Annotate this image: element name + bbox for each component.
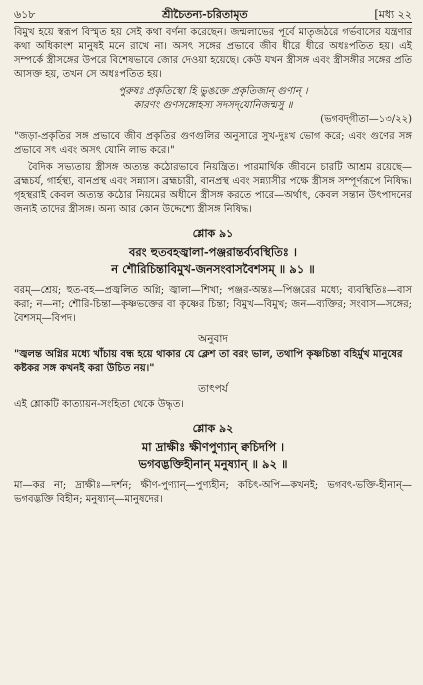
verse-91-purport: এই শ্লোকটি কাত্যায়ন-সংহিতা থেকে উদ্ধৃত। — [14, 399, 184, 410]
verse-91-translation-heading: অনুবাদ — [198, 333, 228, 345]
verse-92-line-1: মা দ্রাক্ষীঃ ক্ষীণপুণ্যান্ ক্বচিদপি । — [141, 440, 285, 454]
page-number: ৬১৮ — [14, 8, 36, 21]
gita-citation: (ভগবদ্‌গীতা—১৩/২২) — [320, 114, 412, 125]
intro-paragraph: বিমুখ হয়ে স্বরূপ বিস্মৃত হয় সেই কথা বর্ণনা করেছেন। জন্মলাভের পূর্বে মাতৃজঠরে গর্ভবাসের যন্ত্রণার কথা অধিকাংশ মানুষই মনে রাখে না। অসৎ সঙ্গের প্রভাবে জীব ধীরে ধীরে অধঃপতিত হয়। এই সম্পর্কে স্ত্রীসঙ্গের উপরে বিশেষভাবে জোর দেওয়া হয়েছে। কেউ যখন স্ত্রীসঙ্গ এবং স্ত্রীসঙ্গীর সঙ্গের প্রতি আসক্ত হয়, তখন সে অধঃপতিত হয়। — [14, 27, 412, 80]
gita-quote-line-2: কারণং গুণসঙ্গোহস্য সদসদ্‌যোনিজন্মসু ॥ — [133, 100, 293, 111]
page — [14, 6, 412, 507]
verse-92-word-meanings: মা—কর না; দ্রাক্ষীঃ—দর্শন; ক্ষীণ-পুণ্যান্—পুণ্যহীন; কচিৎ-অপি—কখনই; ভগবৎ-ভক্তি-হীনান্—ভগবদ্ভক্তি বিহীন; মনুষ্যান্—মানুষদের। — [14, 480, 412, 505]
verse-92-line-2: ভগবদ্ভক্তিহীনান্ মনুষ্যান্ ॥ ৯২ ॥ — [138, 457, 288, 471]
gita-translation-paragraph: "জড়া-প্রকৃতির সঙ্গ প্রভাবে জীব প্রকৃতির গুণগুলির অনুসারে সুখ-দুঃখ ভোগ করে; এবং গুণের সঙ্গ প্রভাবে সৎ এবং অসৎ যোনি লাভ করে।" — [14, 131, 412, 156]
vedic-paragraph: বৈদিক সভ্যতায় স্ত্রীসঙ্গ অত্যন্ত কঠোরভাবে নিয়ন্ত্রিত। পারমার্থিক জীবনে চারটি আশ্রম রয়েছে—ব্রহ্মচর্য, গার্হস্থ্য, বানপ্রস্থ এবং সন্ন্যাস। ব্রহ্মচারী, বানপ্রস্থ এবং সন্ন্যাসীর পক্ষে স্ত্রীসঙ্গ সম্পূর্ণরূপে নিষিদ্ধ। গৃহস্থরাই কেবল অত্যন্ত কঠোর নিয়মের অধীনে স্ত্রীসঙ্গ করতে পারে—অর্থাৎ, কেবল সন্তান উৎপাদনের জন্যই তাদের স্ত্রীসঙ্গ। অন্য আর কোন উদ্দেশ্যে স্ত্রীসঙ্গ নিষিদ্ধ। — [14, 162, 412, 215]
verse-91-line-1: বরং হুতবহজ্বালা-পঞ্জরান্তর্ব্যবস্থিতিঃ । — [128, 245, 298, 259]
verse-92-heading: শ্লোক ৯২ — [192, 422, 234, 435]
gita-quote-line-1: পুরুষঃ প্রকৃতিস্থো হি ভুঙক্তে প্রকৃতিজান্ গুণান্ । — [118, 86, 308, 97]
book-title: শ্রীচৈতন্য-চরিতামৃত — [162, 8, 248, 21]
verse-91-translation: "জ্বলন্ত অগ্নির মধ্যে খাঁচায় বন্ধ হয়ে থাকার যে ক্লেশ তা বরং ভাল, তথাপি কৃষ্ণচিন্তা বহির্মুখ মানুষের কষ্টকর সঙ্গ কখনই করা উচিত নয়।" — [14, 349, 403, 374]
verse-91-line-2: ন শৌরিচিন্তাবিমুখ-জনসংবাসবৈশসম্ ॥ ৯১ ॥ — [111, 262, 315, 276]
verse-91-purport-heading: তাৎপর্য — [198, 383, 228, 395]
section-label: [মধ্য ২২ — [374, 8, 412, 21]
page-header — [14, 6, 412, 23]
verse-91-heading: শ্লোক ৯১ — [192, 227, 234, 240]
verse-91-word-meanings: বরম্—শ্রেয়; হুত-বহ—প্রজ্বলিত অগ্নি; জ্বালা—শিখা; পঞ্জর-অন্তঃ—পিঞ্জরের মধ্যে; ব্যবস্থিতিঃ—বাস করা; ন—না; শৌরি-চিন্তা—কৃষ্ণভক্তের বা কৃষ্ণের চিন্তা; বিমুখ—বিমুখ; জন—ব্যক্তির; সংবাস—সঙ্গের; বৈশসম্—বিপদ। — [14, 285, 412, 324]
